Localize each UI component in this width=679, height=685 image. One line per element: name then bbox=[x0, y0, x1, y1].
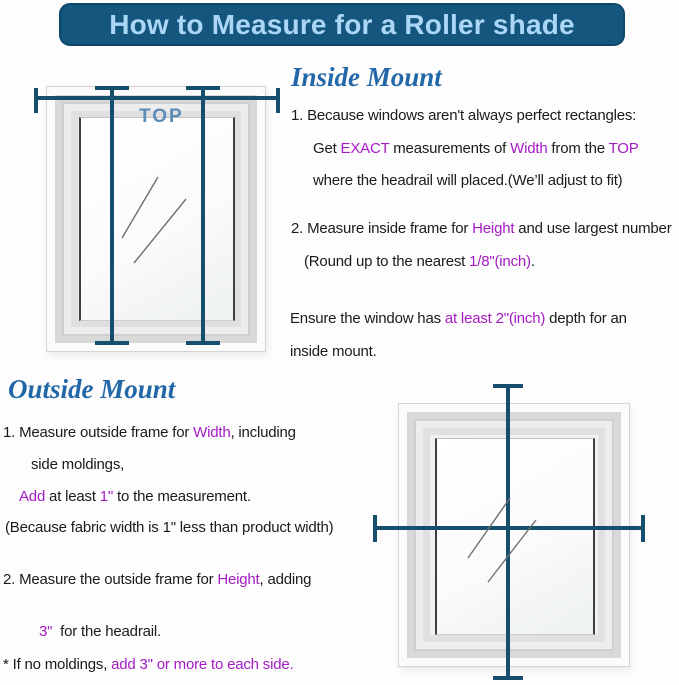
highlight: 3" bbox=[38, 623, 53, 640]
highlight: Width bbox=[193, 424, 231, 441]
top-edge-label: TOP bbox=[139, 106, 184, 127]
glass-reflection-line bbox=[134, 199, 186, 263]
instruction-line: 1. Measure outside frame for Width, including bbox=[3, 424, 296, 441]
instruction-line: * If no moldings, add 3" or more to each side. bbox=[3, 656, 294, 673]
instruction-line: (Round up to the nearest 1/8"(inch). bbox=[304, 253, 535, 270]
inside-mount-heading: Inside Mount bbox=[291, 62, 442, 92]
page-title: How to Measure for a Roller shade bbox=[109, 8, 575, 40]
highlight: at least 2"(inch) bbox=[444, 310, 546, 327]
glass-reflection-line bbox=[122, 177, 158, 238]
instruction-line: (Because fabric width is 1" less than product width) bbox=[5, 519, 334, 536]
instruction-line: 3" for the headrail. bbox=[38, 623, 161, 640]
instruction-line: Ensure the window has at least 2"(inch) depth for an bbox=[290, 310, 627, 327]
title-bar bbox=[59, 3, 625, 46]
instruction-line: 1. Because windows aren't always perfect rectangles: bbox=[291, 107, 637, 124]
highlight: TOP bbox=[608, 140, 639, 157]
highlight: 1" bbox=[99, 488, 114, 505]
highlight: Width bbox=[510, 140, 548, 157]
instruction-line: Add at least 1" to the measurement. bbox=[19, 488, 251, 505]
instruction-line: where the headrail will placed.(We’ll adjust to fit) bbox=[313, 172, 623, 189]
highlight: Add bbox=[19, 488, 46, 505]
instruction-line: side moldings, bbox=[31, 456, 125, 473]
highlight: add 3" or more to each side. bbox=[111, 656, 294, 673]
instruction-line: 2. Measure inside frame for Height and use largest number bbox=[291, 220, 672, 237]
highlight: Height bbox=[217, 571, 260, 588]
instruction-line: Get EXACT measurements of Width from the TOP bbox=[313, 140, 639, 157]
highlight: Height bbox=[472, 220, 515, 237]
highlight: 1/8"(inch) bbox=[469, 253, 531, 270]
instruction-line: 2. Measure the outside frame for Height, adding bbox=[3, 571, 312, 588]
highlight: EXACT bbox=[340, 140, 390, 157]
outside-mount-heading: Outside Mount bbox=[8, 374, 176, 404]
outside-mount-measure-lines bbox=[372, 382, 657, 684]
instruction-line: inside mount. bbox=[290, 343, 377, 360]
